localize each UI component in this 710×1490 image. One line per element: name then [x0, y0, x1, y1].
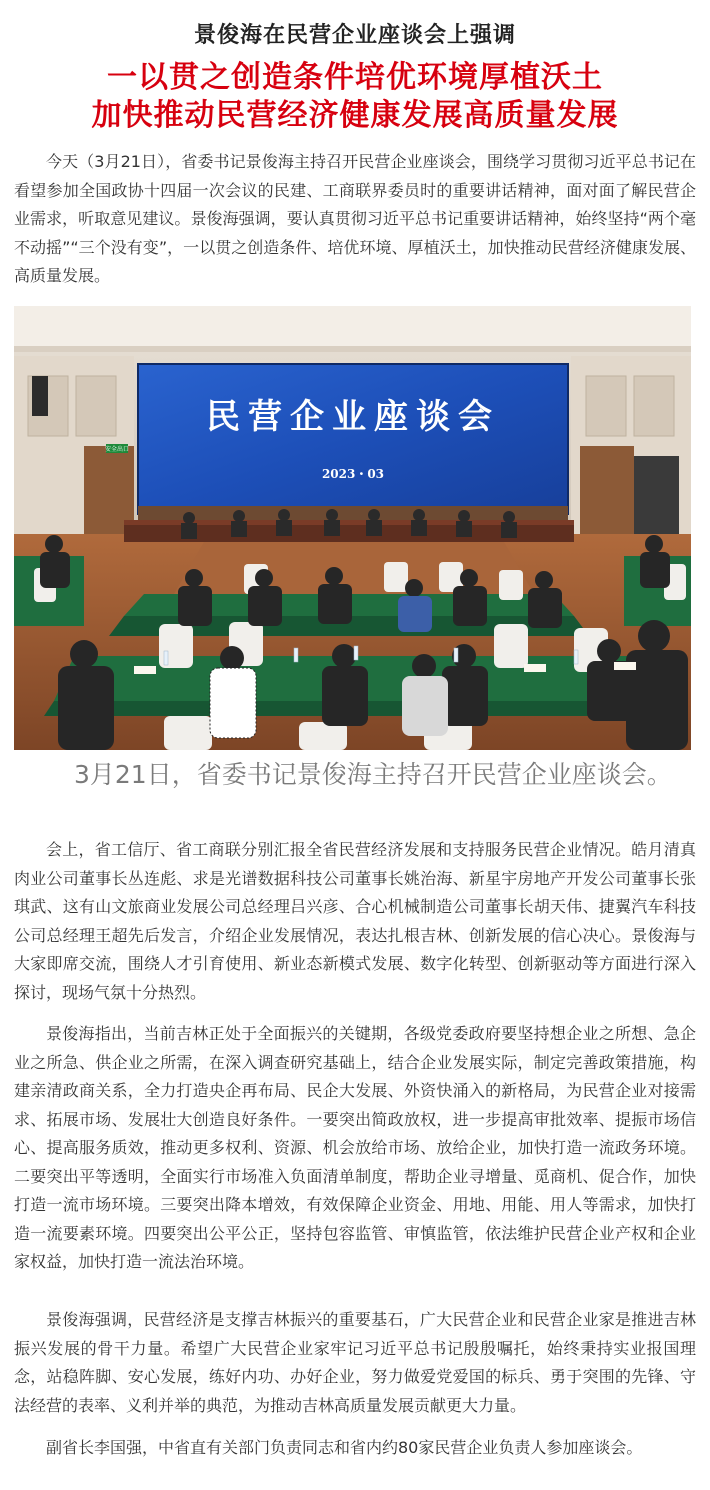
paragraph-meeting: 会上，省工信厅、省工商联分别汇报全省民营经济发展和支持服务民营企业情况。皓月清真肉业公司董事长丛连彪、求是光谱数据科技公司董事长姚治海、新星宇房地产开发公司董事长张琪武、这有山文旅商业发展公司总经理吕兴彦、合心机械制造公司董事长胡天伟、捷翼汽车科技公司总经理王超先后发言，介绍企业发展情况，表达扎根吉林、创新发展的信心决心。景俊海与大家即席交流，围绕人才引育使用、新业态新模式发展、数字化转型、创新驱动等方面进行深入探讨，现场气氛十分热烈。: [14, 840, 696, 1002]
paragraph-intro: 今天（3月21日），省委书记景俊海主持召开民营企业座谈会，围绕学习贯彻习近平总书记在看望参加全国政协十四届一次会议的民建、工商联界委员时的重要讲话精神，面对面了解民营企业需求，听取意见建议。景俊海强调，要认真贯彻习近平总书记重要讲话精神，始终坚持“两个毫不动摇”“三个没有变”，一以贯之创造条件、培优环境、厚植沃土，加快推动民营经济健康发展、高质量发展。: [14, 152, 696, 285]
headline-line-2: 加快推动民营经济健康发展高质量发展: [91, 98, 619, 133]
article-kicker: 景俊海在民营企业座谈会上强调: [193, 22, 516, 48]
headline-line-1: 一以贯之创造条件培优环境厚植沃土: [107, 60, 603, 95]
exit-sign-text: 安全出口: [104, 446, 130, 453]
screen-title: 民营企业座谈会: [206, 397, 500, 437]
screen-date: 2023・03: [321, 467, 385, 481]
photo-caption: 3月21日，省委书记景俊海主持召开民营企业座谈会。: [74, 760, 672, 789]
paragraph-attendees: 副省长李国强，中省直有关部门负责同志和省内约80家民营企业负责人参加座谈会。: [46, 1438, 643, 1457]
led-screen: [138, 364, 568, 514]
meeting-photo: [14, 306, 691, 750]
paragraph-pointed-out: 景俊海指出，当前吉林正处于全面振兴的关键期，各级党委政府要坚持想企业之所想、急企业之所急、供企业之所需，在深入调查研究基础上，结合企业发展实际，制定完善政策措施，构建亲清政商关系，全力打造央企再布局、民企大发展、外资快涌入的新格局，为民营企业对接需求、拓展市场、发展壮大创造良好条件。一要突出简政放权，进一步提高审批效率、提振市场信心、提高服务质效，推动更多权利、资源、机会放给市场、放给企业，加快打造一流政务环境。二要突出平等透明，全面实行市场准入负面清单制度，帮助企业寻增量、觅商机、促合作，加快打造一流市场环境。三要突出降本增效，有效保障企业资金、用地、用能、用人等需求，加快打造一流要素环境。四要突出公平公正，坚持包容监管、审慎监管，依法维护民营企业产权和企业家权益，加快打造一流法治环境。: [14, 1024, 696, 1271]
paragraph-emphasized: 景俊海强调，民营经济是支撑吉林振兴的重要基石，广大民营企业和民营企业家是推进吉林振兴发展的骨干力量。希望广大民营企业家牢记习近平总书记殷殷嘱托，始终秉持实业报国理念，站稳阵脚、安心发展，练好内功、办好企业，努力做爱党爱国的标兵、勇于突围的先锋、守法经营的表率、义利并举的典范，为推动吉林高质量发展贡献更大力量。: [14, 1310, 696, 1415]
